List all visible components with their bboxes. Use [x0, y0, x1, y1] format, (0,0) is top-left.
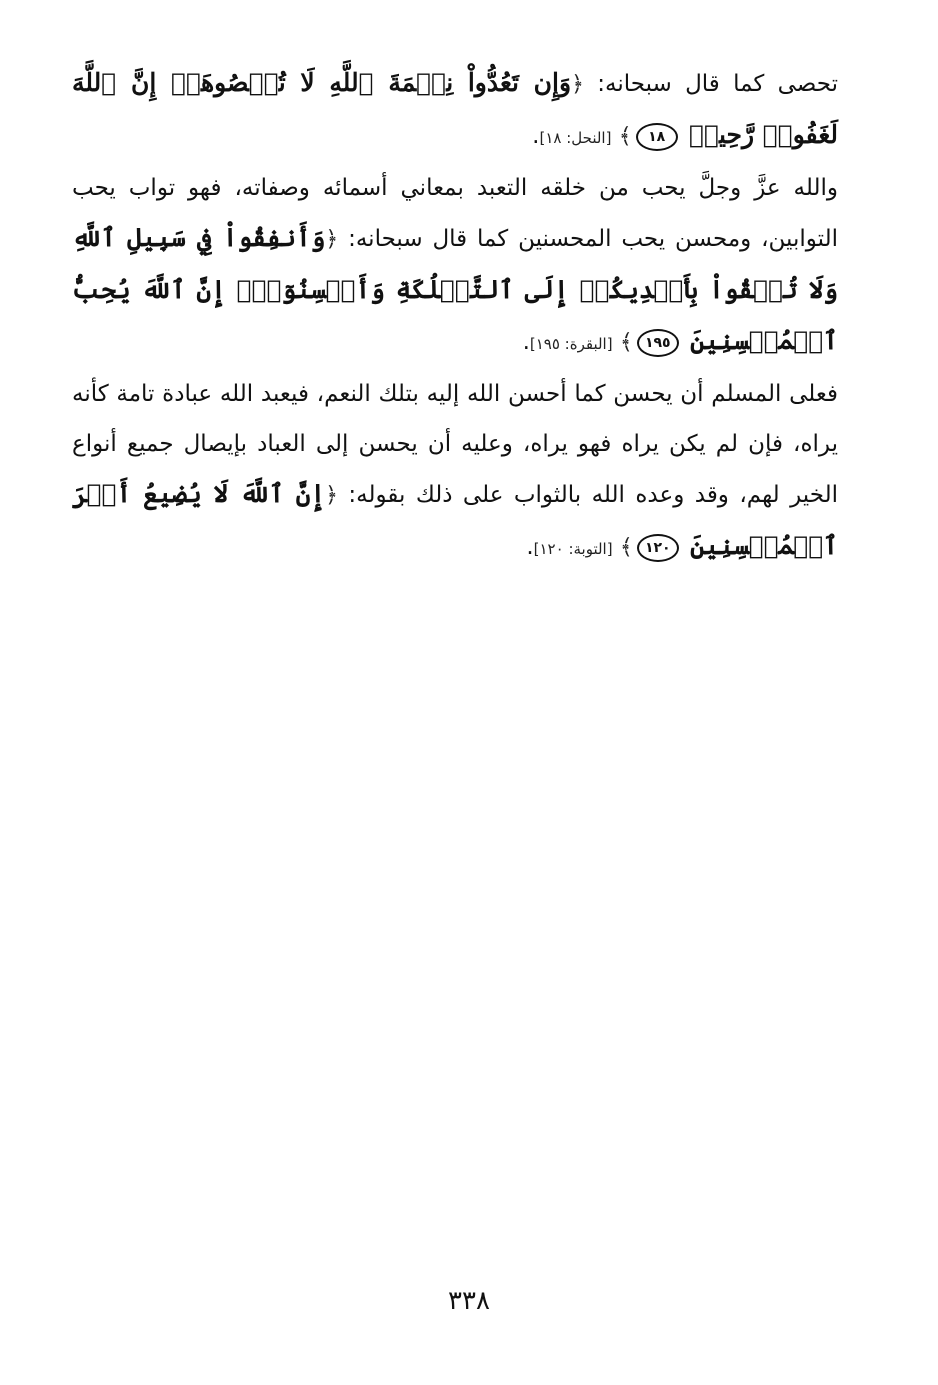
ayah-number-badge: ١٢٠ — [637, 534, 679, 562]
ornate-open-bracket-icon: ﴿ — [325, 483, 338, 508]
ornate-close-bracket-icon: ﴾ — [618, 124, 632, 149]
ayah-number-badge: ١٩٥ — [637, 329, 679, 357]
paragraph-intro: تحصى كما قال سبحانه: — [597, 71, 839, 97]
quran-verse: إِنَّ ٱللَّهَ لَا يُضِيعُ أَجۡرَ ٱلۡمُحۡسِنِينَ — [72, 479, 838, 560]
ornate-close-bracket-icon: ﴾ — [619, 330, 633, 355]
body-text — [72, 58, 838, 574]
ornate-close-bracket-icon: ﴾ — [619, 535, 633, 560]
surah-reference: [البقرة: ١٩٥] — [529, 335, 613, 353]
paragraph-1 — [72, 58, 838, 163]
page-number: ٣٣٨ — [448, 1286, 490, 1316]
surah-reference: [النحل: ١٨] — [539, 129, 612, 147]
ornate-open-bracket-icon: ﴿ — [325, 227, 339, 252]
sentence-end: . — [526, 534, 534, 560]
sentence-end: . — [532, 123, 540, 149]
ayah-number-badge: ١٨ — [636, 123, 678, 151]
sentence-end: . — [522, 329, 530, 355]
paragraph-intro: والله عزَّ وجلَّ يحب من خلقه التعبد بمعاني أسمائه وصفاته، فهو تواب يحب التوابين، ومحسن يحب المحسنين كما قال سبحانه: — [72, 175, 838, 252]
ornate-open-bracket-icon: ﴿ — [571, 72, 584, 97]
surah-reference: [التوبة: ١٢٠] — [533, 540, 613, 558]
quran-verse: وَأَنفِقُواْ فِي سَبِيلِ ٱللَّهِ وَلَا تُلۡقُواْ بِأَيۡدِيكُمۡ إِلَى ٱلتَّهۡلُكَةِ وَأَحۡسِنُوٓاْۚ إِنَّ ٱللَّهَ يُحِبُّ ٱلۡمُحۡسِنِينَ — [72, 223, 838, 355]
quran-verse: وَإِن تَعُدُّواْ نِعۡمَةَ ٱللَّهِ لَا تُحۡصُوهَآۗ إِنَّ ٱللَّهَ لَغَفُورٞ رَّحِيمٞ — [72, 68, 838, 149]
paragraph-3 — [72, 369, 838, 574]
paragraph-intro: فعلى المسلم أن يحسن كما أحسن الله إليه بتلك النعم، فيعبد الله عبادة تامة كأنه يراه، فإن لم يكن يراه فهو يراه، وعليه أن يحسن إلى العباد بإيصال جميع أنواع الخير لهم، وقد وعده الله بالثواب على ذلك بقوله: — [72, 381, 838, 508]
paragraph-2 — [72, 163, 838, 369]
